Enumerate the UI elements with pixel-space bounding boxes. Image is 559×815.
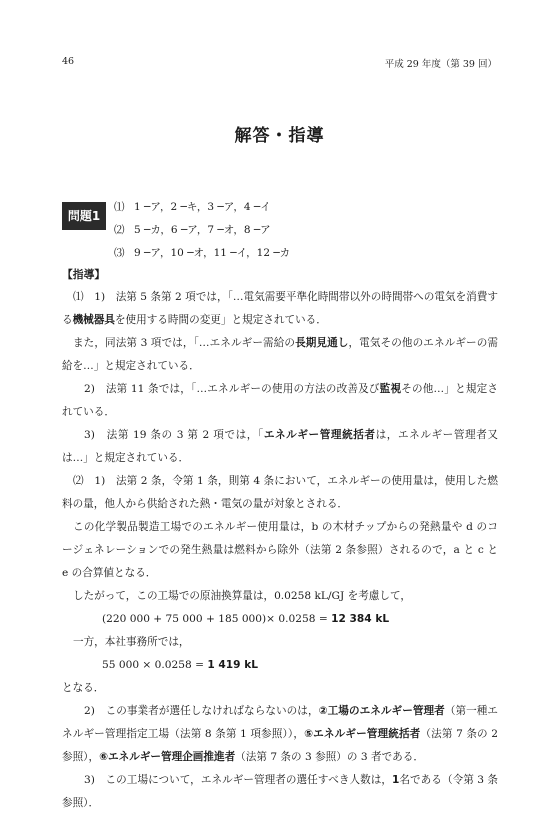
guidance-paragraph — [62, 286, 498, 332]
text-line: ⑴ 1) 法第 5 条第 2 項では，「…電気需要平準化時間帯以外の時間帯への電気を消費する — [62, 291, 498, 326]
text-line: （第一種エネ — [62, 705, 499, 740]
calculation-formula — [62, 608, 498, 631]
guidance-body — [62, 263, 498, 815]
guidance-paragraph — [62, 700, 498, 769]
problem-badge: 問題1 — [62, 202, 106, 230]
guidance-paragraph — [62, 332, 498, 378]
text-line: （法第 7 条の 2 参照）， — [62, 728, 499, 763]
page-number: 46 — [62, 56, 75, 67]
text-line: 名である（令第 3 条参照）． — [62, 774, 498, 809]
answer-number: ⑶ — [114, 247, 125, 259]
text-line: 3) 法第 19 条の 3 第 2 項では，「 — [84, 429, 264, 441]
emphasis-term: 機械器具 — [72, 314, 115, 326]
answer-text: 9 ─ア，10 ─オ，11 ─イ，12 ─カ — [134, 247, 291, 259]
text-line: と規定されている． — [93, 452, 190, 464]
formula-expression: 55 000 × 0.0258 = — [102, 659, 208, 671]
guidance-heading: 【指導】 — [62, 268, 106, 281]
text-line: 合算値となる． — [82, 567, 157, 579]
emphasis-term: 監視 — [379, 383, 402, 395]
guidance-paragraph: 一方，本社事務所では， — [73, 636, 190, 648]
text-line: （法第 7 条の 3 参照）の 3 者である． — [235, 751, 424, 763]
guidance-paragraph — [62, 516, 498, 585]
running-head: 平成 29 年度（第 39 回） — [384, 59, 497, 70]
text-line: は，エネルギー管理者又は…」 — [62, 429, 498, 464]
answer-row — [114, 223, 290, 246]
emphasis-term: ②工場のエネルギー管理者 — [318, 705, 445, 717]
answer-number: ⑴ — [114, 201, 125, 213]
emphasis-term: 長期見通し — [295, 337, 349, 349]
emphasis-term: ⑤エネルギー管理統括者 — [304, 728, 421, 740]
guidance-paragraph — [62, 424, 498, 470]
guidance-paragraph — [62, 769, 498, 815]
formula-result: 12 384 kL — [331, 613, 390, 625]
text-line: この化学製品製造工場でのエネルギー使用量は，b の木材チップからの発熱量や d のコー — [62, 521, 498, 556]
answer-text: 5 ─カ，6 ─ア，7 ─オ，8 ─ア — [134, 224, 271, 236]
text-line: ，電気その他のエネルギーの需 — [348, 337, 498, 349]
answer-row — [114, 200, 290, 223]
emphasis-term: 1 — [392, 774, 400, 786]
text-line: 給を…」と規定されている． — [62, 360, 200, 372]
text-line: を使用する時間の変更」と規定されている． — [114, 314, 327, 326]
formula-expression: (220 000 + 75 000 + 185 000)× 0.0258 = — [102, 613, 332, 625]
guidance-paragraph: したがって，この工場での原油換算量は，0.0258 kL/GJ を考慮して， — [73, 590, 411, 602]
text-line: 3) この工場について，エネルギー管理者の選任すべき人数は， — [84, 774, 392, 786]
text-line: また，同法第 3 項では，「…エネルギー需給の — [73, 337, 296, 349]
section-title: 解答・指導 — [234, 126, 325, 146]
text-line: 2) 法第 11 条では，「…エネルギーの使用の方法の改善及び — [84, 383, 380, 395]
formula-result: 1 419 kL — [207, 659, 259, 671]
text-line: ている． — [72, 406, 115, 418]
answer-list — [114, 200, 290, 269]
text-line: ルギー管理指定工場（法第 8 条第 1 項参照））， — [72, 728, 305, 740]
calculation-formula — [62, 654, 498, 677]
text-line: ⑵ 1) 法第 2 条，令第 1 条，則第 4 条において，エネルギーの使用量は，使用した燃料の量， — [62, 475, 498, 510]
answer-text: 1 ─ア，2 ─キ，3 ─ア，4 ─イ — [134, 201, 271, 213]
text-line: 他人から供給された熱・電気の量が対象とされる． — [104, 498, 349, 510]
text-line: その他…」と規定され — [62, 383, 498, 418]
text-line: 2) この事業者が選任しなければならないのは， — [84, 705, 319, 717]
emphasis-term: ⑥エネルギー管理企画推進者 — [99, 751, 236, 763]
guidance-paragraph — [62, 378, 498, 424]
emphasis-term: エネルギー管理統括者 — [263, 429, 376, 441]
guidance-paragraph — [62, 470, 498, 516]
page-header — [62, 56, 497, 70]
text-line: ジェネレーションでの発生熱量は燃料から除外（法第 2 条参照）されるので，a と c と e の — [62, 544, 498, 579]
guidance-paragraph: となる． — [62, 682, 105, 694]
answer-number: ⑵ — [114, 224, 125, 236]
